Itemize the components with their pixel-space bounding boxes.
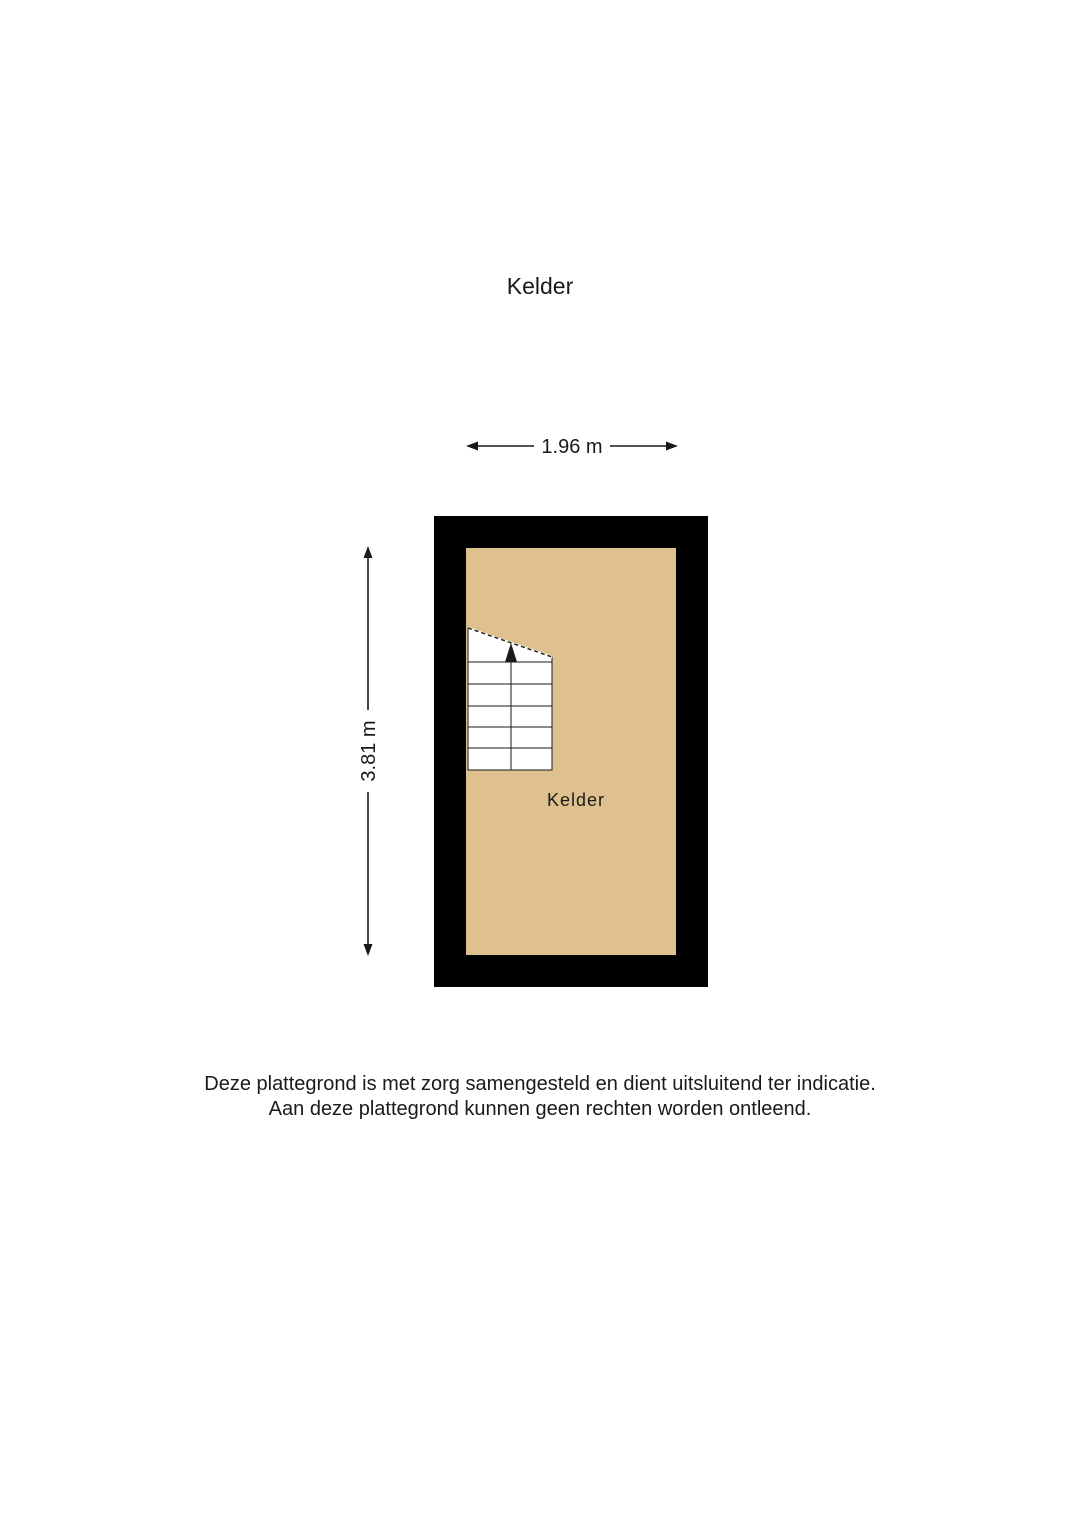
disclaimer <box>0 1072 1080 1122</box>
width-dimension <box>466 436 678 458</box>
arrow-up-icon <box>364 546 373 558</box>
height-dimension <box>358 546 380 956</box>
disclaimer-line-1: Deze plattegrond is met zorg samengesteld en dient uitsluitend ter indicatie. <box>204 1073 876 1095</box>
height-label: 3.81 m <box>358 720 380 782</box>
arrow-down-icon <box>364 944 373 956</box>
page-title: Kelder <box>506 273 574 299</box>
room-label: Kelder <box>546 790 606 810</box>
arrow-left-icon <box>466 442 478 451</box>
arrow-right-icon <box>666 442 678 451</box>
width-label: 1.96 m <box>541 436 603 458</box>
disclaimer-line-2: Aan deze plattegrond kunnen geen rechten worden ontleend. <box>268 1098 812 1120</box>
